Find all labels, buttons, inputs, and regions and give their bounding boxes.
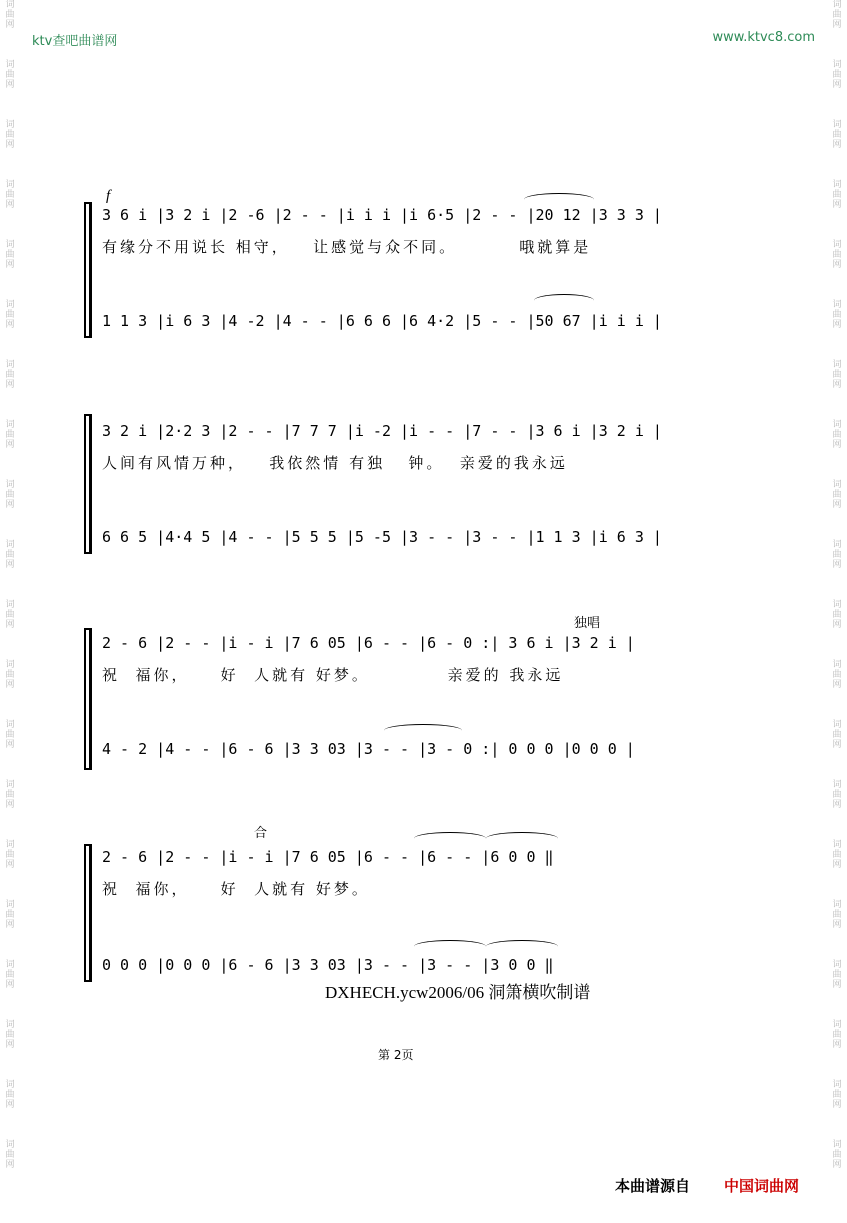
page-number: 第 2页 (378, 1048, 414, 1062)
watermark-text: 词 曲 网 (5, 660, 15, 690)
watermark-text: 词 曲 网 (832, 360, 842, 390)
watermark-text: 词 曲 网 (5, 480, 15, 510)
watermark-text: 词 曲 网 (832, 1080, 842, 1110)
slur (486, 832, 558, 845)
watermark-text: 词 曲 网 (5, 60, 15, 90)
watermark-text: 词 曲 网 (832, 1140, 842, 1170)
watermark-text: 词 曲 网 (832, 300, 842, 330)
watermark-text: 词 曲 网 (832, 480, 842, 510)
watermark-text: 词 曲 网 (832, 840, 842, 870)
score-system-3 (84, 612, 744, 770)
score-system-4 (84, 822, 744, 982)
header-right[interactable]: www.ktvc8.com (712, 30, 815, 45)
watermark-text: 词 曲 网 (832, 180, 842, 210)
watermark-text: 词 曲 网 (832, 60, 842, 90)
lyric-line: 祝 福你， 好 人就有 好梦。 (102, 880, 370, 898)
section-marker: 合 (254, 826, 268, 841)
score-system-2 (84, 410, 744, 555)
melody-line: 2 - 6 |2 - - |i - i |7 6 05 |6 - - |6 - - |6 0 0 ‖ (102, 848, 554, 866)
watermark-text: 词 曲 网 (5, 420, 15, 450)
watermark-text: 词 曲 网 (832, 780, 842, 810)
slur (534, 294, 594, 307)
melody-line: 2 - 6 |2 - - |i - i |7 6 05 |6 - - |6 - 0 :| 3 6 i |3 2 i | (102, 634, 635, 652)
section-marker: 独唱 (574, 616, 601, 631)
lyric-line: 人间有风情万种， 我依然情 有独 钟。 亲爱的我永远 (102, 454, 568, 472)
footer-source-label: 本曲谱源自 (615, 1177, 691, 1195)
melody-line: 3 6 i |3 2 i |2 -6 |2 - - |i i i |i 6·5 |2 - - |20 12 |3 3 3 | (102, 206, 662, 224)
watermark-text: 词 曲 网 (832, 0, 842, 30)
watermark-text: 词 曲 网 (832, 960, 842, 990)
watermark-text: 词 曲 网 (5, 300, 15, 330)
lyric-line: 有缘分不用说长 相守， 让感觉与众不同。 哦就算是 (102, 238, 592, 256)
slur (414, 940, 486, 953)
watermark-text: 词 曲 网 (832, 120, 842, 150)
watermark-text: 词 曲 网 (5, 960, 15, 990)
watermark-text: 词 曲 网 (5, 0, 15, 30)
slur (414, 832, 486, 845)
watermark-text: 词 曲 网 (5, 720, 15, 750)
system-bracket (84, 844, 91, 982)
watermark-text: 词 曲 网 (832, 540, 842, 570)
watermark-text: 词 曲 网 (5, 360, 15, 390)
lyric-line: 祝 福你， 好 人就有 好梦。 亲爱的 我永远 (102, 666, 564, 684)
watermark-text: 词 曲 网 (5, 900, 15, 930)
watermark-text: 词 曲 网 (5, 1080, 15, 1110)
watermark-text: 词 曲 网 (832, 900, 842, 930)
harmony-line: 1 1 3 |i 6 3 |4 -2 |4 - - |6 6 6 |6 4·2 |5 - - |50 67 |i i i | (102, 312, 662, 330)
watermark-right (830, 0, 844, 1200)
harmony-line: 4 - 2 |4 - - |6 - 6 |3 3 03 |3 - - |3 - 0 :| 0 0 0 |0 0 0 | (102, 740, 635, 758)
watermark-text: 词 曲 网 (5, 780, 15, 810)
watermark-text: 词 曲 网 (5, 1140, 15, 1170)
system-bracket (84, 414, 91, 554)
watermark-text: 词 曲 网 (5, 1020, 15, 1050)
watermark-text: 词 曲 网 (5, 600, 15, 630)
watermark-text: 词 曲 网 (5, 120, 15, 150)
watermark-text: 词 曲 网 (5, 840, 15, 870)
slur (384, 724, 462, 737)
header-left[interactable]: ktv查吧曲谱网 (32, 34, 118, 49)
arranger-credit: DXHECH.ycw2006/06 洞箫横吹制谱 (325, 983, 591, 1002)
harmony-line: 6 6 5 |4·4 5 |4 - - |5 5 5 |5 -5 |3 - - |3 - - |1 1 3 |i 6 3 | (102, 528, 662, 546)
watermark-left (3, 0, 17, 1200)
watermark-text: 词 曲 网 (5, 180, 15, 210)
system-bracket (84, 202, 91, 338)
slur (524, 193, 594, 206)
slur (486, 940, 558, 953)
watermark-text: 词 曲 网 (832, 600, 842, 630)
system-bracket (84, 628, 91, 770)
watermark-text: 词 曲 网 (832, 240, 842, 270)
score-system-1 (84, 188, 744, 338)
watermark-text: 词 曲 网 (832, 720, 842, 750)
watermark-text: 词 曲 网 (832, 1020, 842, 1050)
footer-site-link[interactable]: 中国词曲网 (724, 1177, 800, 1195)
harmony-line: 0 0 0 |0 0 0 |6 - 6 |3 3 03 |3 - - |3 - - |3 0 0 ‖ (102, 956, 554, 974)
watermark-text: 词 曲 网 (5, 240, 15, 270)
watermark-text: 词 曲 网 (832, 660, 842, 690)
melody-line: 3 2 i |2·2 3 |2 - - |7 7 7 |i -2 |i - - |7 - - |3 6 i |3 2 i | (102, 422, 662, 440)
watermark-text: 词 曲 网 (5, 540, 15, 570)
dynamic-mark: f (106, 188, 111, 204)
watermark-text: 词 曲 网 (832, 420, 842, 450)
